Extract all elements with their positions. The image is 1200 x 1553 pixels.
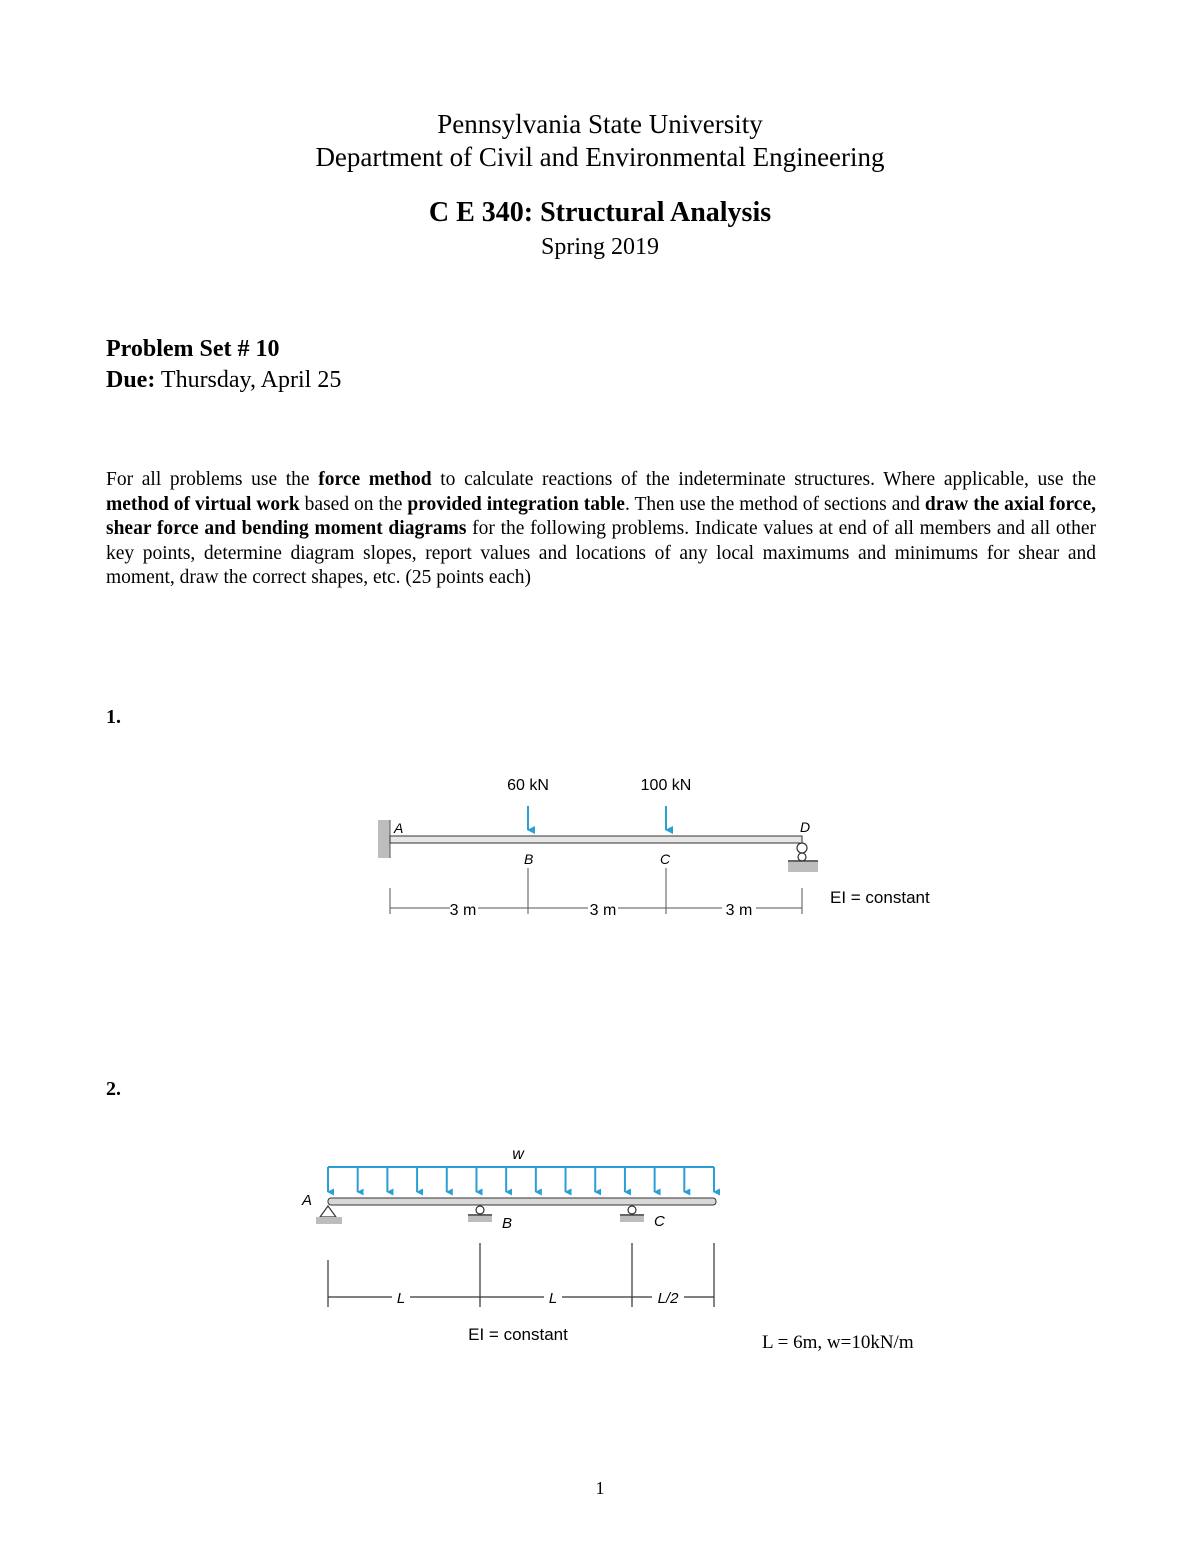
problem-1-beam-figure — [360, 760, 980, 930]
due-line — [106, 365, 341, 396]
instructions-paragraph — [106, 468, 1096, 591]
problem-set-title: Problem Set # 10 — [106, 336, 280, 362]
span-3-label: 3 m — [725, 902, 753, 919]
roller-support-c — [620, 1206, 644, 1222]
beam-1 — [390, 836, 802, 843]
pin-support-a — [316, 1206, 342, 1224]
intro-text-4: . Then use the method of sections and — [624, 493, 925, 515]
span-l-2-label: L — [548, 1290, 558, 1307]
load-b-label: 60 kN — [507, 777, 549, 794]
span-1-label: 3 m — [449, 902, 477, 919]
point-b-label-2: B — [502, 1215, 513, 1232]
intro-bold-virtual-work: method of virtual work — [106, 493, 300, 515]
point-c-label-2: C — [654, 1213, 665, 1230]
point-a-label: A — [394, 820, 404, 836]
term: Spring 2019 — [540, 234, 659, 260]
intro-text-2: to calculate reactions of the indeterminate structures. Where applicable, use the — [431, 469, 1096, 490]
due-date: Thursday, April 25 — [160, 367, 342, 393]
problem-2-number: 2. — [106, 1078, 121, 1100]
fixed-support-a — [378, 820, 390, 858]
intro-bold-diagrams: draw the axial force, shear force and bending moment diagrams — [106, 493, 1096, 539]
intro-text-5: for the following problems. Indicate values at end of all members and all other key points, determine diagram slopes, report values and locations of any local maximums and minimums for shear and moment, draw the correct shapes, etc. (25 points each) — [106, 518, 1096, 588]
dimension-line-2 — [328, 1243, 714, 1307]
department-name: Department of Civil and Environmental Engineering — [315, 142, 885, 172]
stiffness-label-2: EI = constant — [468, 1325, 568, 1344]
due-label: Due: — [106, 367, 156, 393]
point-a-label-2: A — [302, 1192, 313, 1209]
problem-1-number: 1. — [106, 706, 121, 728]
stiffness-label-1: EI = constant — [830, 888, 930, 907]
load-c-label: 100 kN — [640, 777, 692, 794]
point-d-label: D — [800, 819, 811, 835]
beam-2 — [328, 1198, 716, 1205]
course-title: C E 340: Structural Analysis — [428, 197, 772, 228]
distributed-load-arrows — [328, 1167, 714, 1192]
page-number: 1 — [595, 1478, 605, 1498]
intro-text-3: based on the — [299, 493, 408, 515]
load-w-label: w — [512, 1146, 524, 1163]
point-c-label: C — [660, 851, 671, 867]
intro-bold-force-method: force method — [318, 469, 432, 490]
intro-text-1: For all problems use the — [106, 469, 319, 490]
university-name: Pennsylvania State University — [437, 109, 763, 139]
problem-2-beam-figure — [290, 1135, 750, 1355]
span-l-1-label: L — [396, 1290, 406, 1307]
span-l-half-label: L/2 — [657, 1290, 679, 1307]
problem-2-parameters: L = 6m, w=10kN/m — [762, 1332, 914, 1353]
point-b-label: B — [524, 851, 534, 867]
intro-bold-integration-table: provided integration table — [407, 493, 625, 515]
roller-support-d — [788, 843, 818, 872]
span-2-label: 3 m — [589, 902, 617, 919]
roller-support-b — [468, 1206, 492, 1222]
